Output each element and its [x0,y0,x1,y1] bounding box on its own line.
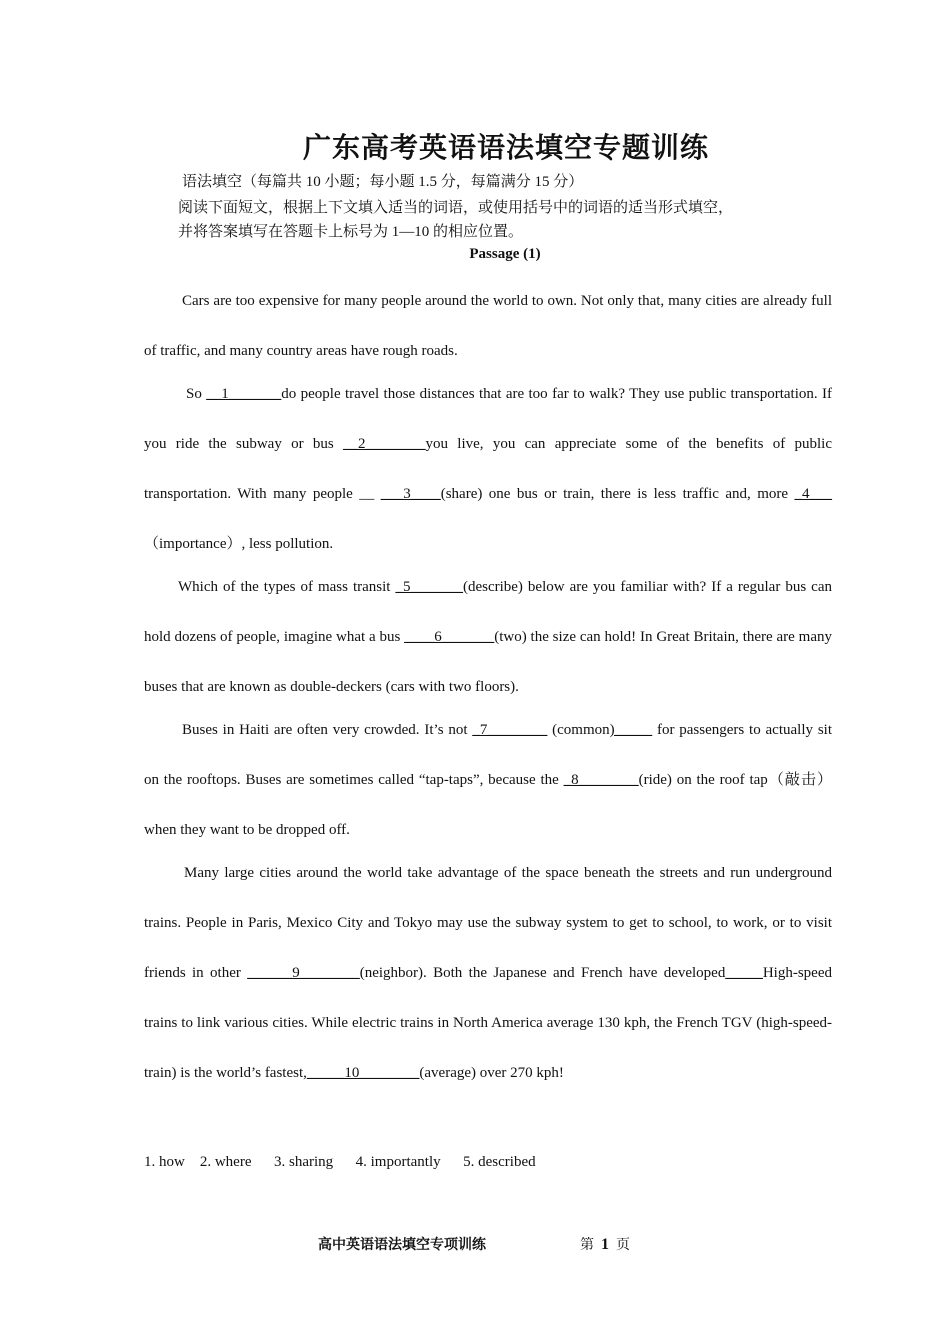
paragraph-3 [144,562,832,712]
blank-7-tail: )_____ [609,722,653,738]
paragraph-text: you live, you can appreciate some of the benefits of public transportation. With many people __ [144,436,832,502]
paragraph-5 [144,848,832,1098]
paragraph-text: （importance）, less pollution. [144,536,334,552]
page-prefix: 第 [580,1238,594,1253]
paragraph-4 [144,705,832,855]
paragraph-text: Cars are too expensive for many people around the world to own. Not only that, many cities are already full of traffic, and many country areas have rough roads. [144,293,832,359]
paragraph-text: Many large cities around the world take advantage of the space beneath the streets and run underground trains. People in Paris, Mexico City and Tokyo may use the subway system to get to school, to work, or to visit friends in other [144,865,832,981]
document-title: 广东高考英语语法填空专题训练 [302,131,709,164]
paragraph-text: (describe) below are you familiar with? If a regular bus can hold dozens of people, imagine what a bus [144,579,832,645]
paragraph-2 [144,369,832,569]
paragraph-1 [144,276,832,376]
blank-9: ______9________ [247,965,360,981]
paragraph-text: Which of the types of mass transit [178,579,396,595]
page-number [580,1234,630,1254]
passage-title: Passage (1) [469,246,541,262]
passage-body [144,276,832,1091]
blank-2: __2________ [343,436,426,452]
footer-title: 高中英语语法填空专项训练 [318,1238,486,1253]
paragraph-text: (share) one bus or train, there is less traffic and, more [440,486,795,502]
paragraph-text: (ride) on the roof tap（敲击）when they want to be dropped off. [144,772,832,838]
paragraph-text: (two) the size can hold! In Great Britain, there are many buses that are known as double-deckers (cars with two floors). [144,629,832,695]
blank-7: _7________ [472,722,548,738]
blank-6: ____6_______ [404,629,495,645]
blank-3: ___3____ [380,486,441,502]
answer-key: 1. how 2. where 3. sharing 4. importantly 5. described [144,1154,536,1170]
blank-1: __1_______ [206,386,282,402]
paragraph-text: High-speed trains to link various cities. While electric trains in North America average 130 kph, the French TGV (high-speed-train) is the world’s fastest, [144,965,832,1081]
blank-8: _8________ [563,772,639,788]
blank-extra: _____ [725,965,763,981]
instructions-line-2: 阅读下面短文，根据上下文填入适当的词语，或使用括号中的词语的适当形式填空， [178,200,734,216]
paragraph-text: (average) over 270 kph! [419,1065,564,1081]
paragraph-text: (neighbor). Both the Japanese and French have developed [359,965,726,981]
paragraph-text: (common [547,722,610,738]
paragraph-text: do people travel those distances that are too far to walk? They use public transportation. If you ride the subway or bus [144,386,833,452]
paragraph-text: for passengers to actually sit on the rooftops. Buses are sometimes called “tap-taps”, because the [144,722,832,788]
blank-10: _____10________ [306,1065,420,1081]
page-number-value: 1 [601,1236,609,1253]
instructions-line-3: 并将答案填写在答题卡上标号为 1—10 的相应位置。 [178,224,524,240]
paragraph-text: So [186,386,207,402]
page-suffix: 页 [616,1238,630,1253]
blank-5: _5_______ [395,579,463,595]
paragraph-text: Buses in Haiti are often very crowded. It’s not [182,722,473,738]
blank-4: _4___ [794,486,832,502]
instructions-line-1: 语法填空（每篇共 10 小题；每小题 1.5 分，每篇满分 15 分） [182,174,584,190]
